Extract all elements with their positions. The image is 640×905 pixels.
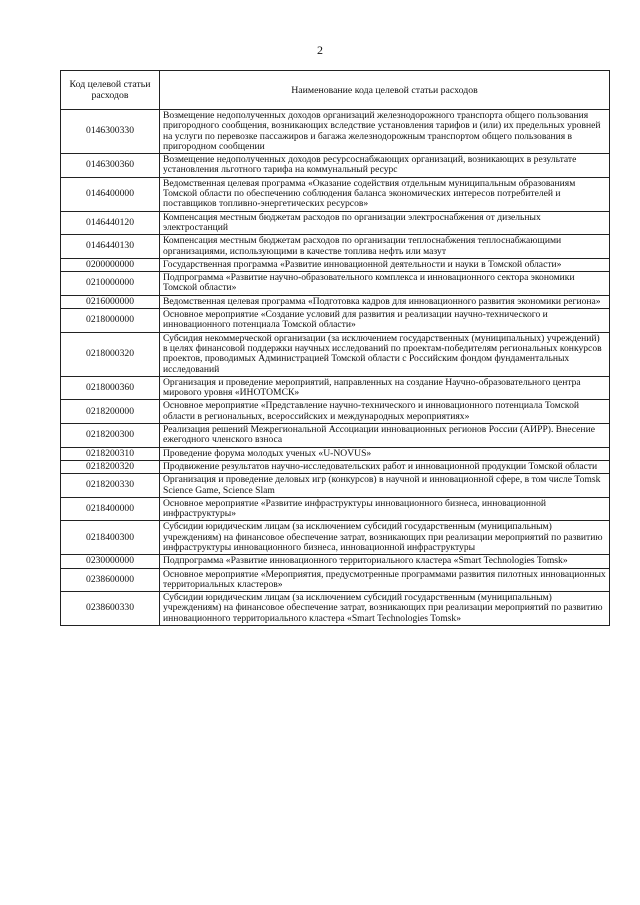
- header-code: Код целевой статьи расходов: [61, 71, 160, 110]
- page-number: 2: [317, 43, 323, 57]
- row-name: Подпрограмма «Развитие научно-образовательного комплекса и инновационного сектора экономики Томской области»: [160, 272, 610, 296]
- row-name: Основное мероприятие «Мероприятия, предусмотренные программами развития пилотных инновационных территориальных кластеров»: [160, 568, 610, 592]
- row-name: Компенсация местным бюджетам расходов по организации электроснабжения от дизельных электростанций: [160, 211, 610, 235]
- table-row: [61, 235, 610, 259]
- table-row: [61, 555, 610, 568]
- table-row: [61, 110, 610, 154]
- row-code: 0146300330: [61, 110, 160, 154]
- table-row: [61, 447, 610, 460]
- row-code: 0218200300: [61, 424, 160, 448]
- row-name: Государственная программа «Развитие инновационной деятельности и науки в Томской области»: [160, 258, 610, 271]
- table-row: [61, 521, 610, 555]
- table-header-row: [61, 71, 610, 110]
- row-name: Подпрограмма «Развитие инновационного территориального кластера «Smart Technologies Tomsk»: [160, 555, 610, 568]
- table-row: [61, 497, 610, 521]
- row-name: Продвижение результатов научно-исследовательских работ и инновационной продукции Томской области: [160, 460, 610, 473]
- row-code: 0218000320: [61, 332, 160, 376]
- row-code: 0218200330: [61, 474, 160, 498]
- row-name: Субсидии юридическим лицам (за исключением субсидий государственным (муниципальным) учреждениям) на финансовое обеспечение затрат, возникающих при реализации мероприятий по развитию инфраструктуры инновационного бизнеса, инновационной инфраструктуры: [160, 521, 610, 555]
- row-name: Организация и проведение мероприятий, направленных на создание Научно-образовательного центра мирового уровня «ИНОТОМСК»: [160, 376, 610, 400]
- row-name: Организация и проведение деловых игр (конкурсов) в научной и инновационной сфере, в том числе Tomsk Science Game, Science Slam: [160, 474, 610, 498]
- table-row: [61, 400, 610, 424]
- row-name: Субсидии юридическим лицам (за исключением субсидий государственным (муниципальным) учреждениям) на финансовое обеспечение затрат, возникающих при реализации мероприятий по развитию инновационного территориального кластера «Smart Technologies Tomsk»: [160, 592, 610, 626]
- table-row: [61, 592, 610, 626]
- table-row: [61, 295, 610, 308]
- row-code: 0216000000: [61, 295, 160, 308]
- row-name: Ведомственная целевая программа «Оказание содействия отдельным муниципальным образованиям Томской области по обеспечению соблюдения баланса экономических интересов потребителей и поставщиков топливно-энергетических ресурсов»: [160, 177, 610, 211]
- row-name: Возмещение недополученных доходов организаций железнодорожного транспорта общего пользования пригородного сообщения, возникающих вследствие установления тарифов и (или) их предельных уровней на услуги по перевозке пассажиров и багажа железнодорожным транспортом общего пользования в пригородном сообщении: [160, 110, 610, 154]
- header-name: Наименование кода целевой статьи расходов: [160, 71, 610, 110]
- table-row: [61, 460, 610, 473]
- row-code: 0200000000: [61, 258, 160, 271]
- row-code: 0238600000: [61, 568, 160, 592]
- row-code: 0218200310: [61, 447, 160, 460]
- row-name: Субсидия некоммерческой организации (за исключением государственных (муниципальных) учреждений) в целях финансовой поддержки научных исследований по проектам-победителям региональных конкурсов проектов, проводимых Администрацией Томской области с Российским фондом фундаментальных исследований: [160, 332, 610, 376]
- row-code: 0230000000: [61, 555, 160, 568]
- table-row: [61, 309, 610, 333]
- table-row: [61, 177, 610, 211]
- table-row: [61, 568, 610, 592]
- row-code: 0218000000: [61, 309, 160, 333]
- row-name: Реализация решений Межрегиональной Ассоциации инновационных регионов России (АИРР). Внесение ежегодного членского взноса: [160, 424, 610, 448]
- table-row: [61, 154, 610, 178]
- row-code: 0218000360: [61, 376, 160, 400]
- row-code: 0146440120: [61, 211, 160, 235]
- row-code: 0146440130: [61, 235, 160, 259]
- row-name: Возмещение недополученных доходов ресурсоснабжающих организаций, возникающих в результате установления льготного тарифа на коммунальный ресурс: [160, 154, 610, 178]
- row-code: 0210000000: [61, 272, 160, 296]
- row-code: 0238600330: [61, 592, 160, 626]
- row-name: Ведомственная целевая программа «Подготовка кадров для инновационного развития экономики региона»: [160, 295, 610, 308]
- table-row: [61, 424, 610, 448]
- row-name: Основное мероприятие «Развитие инфраструктуры инновационного бизнеса, инновационной инфраструктуры»: [160, 497, 610, 521]
- budget-codes-table: [60, 70, 610, 626]
- table-row: [61, 272, 610, 296]
- table-row: [61, 332, 610, 376]
- table-row: [61, 258, 610, 271]
- row-code: 0218200320: [61, 460, 160, 473]
- table-row: [61, 474, 610, 498]
- row-code: 0218200000: [61, 400, 160, 424]
- row-name: Проведение форума молодых ученых «U-NOVUS»: [160, 447, 610, 460]
- row-name: Основное мероприятие «Создание условий для развития и реализации научно-технического и инновационного потенциала Томской области»: [160, 309, 610, 333]
- row-code: 0218400300: [61, 521, 160, 555]
- table-row: [61, 211, 610, 235]
- row-code: 0218400000: [61, 497, 160, 521]
- table-row: [61, 376, 610, 400]
- row-code: 0146400000: [61, 177, 160, 211]
- row-name: Компенсация местным бюджетам расходов по организации теплоснабжения теплоснабжающими организациями, использующими в качестве топлива нефть или мазут: [160, 235, 610, 259]
- row-name: Основное мероприятие «Представление научно-технического и инновационного потенциала Томской области в региональных, всероссийских и международных мероприятиях»: [160, 400, 610, 424]
- row-code: 0146300360: [61, 154, 160, 178]
- table-body: [61, 110, 610, 626]
